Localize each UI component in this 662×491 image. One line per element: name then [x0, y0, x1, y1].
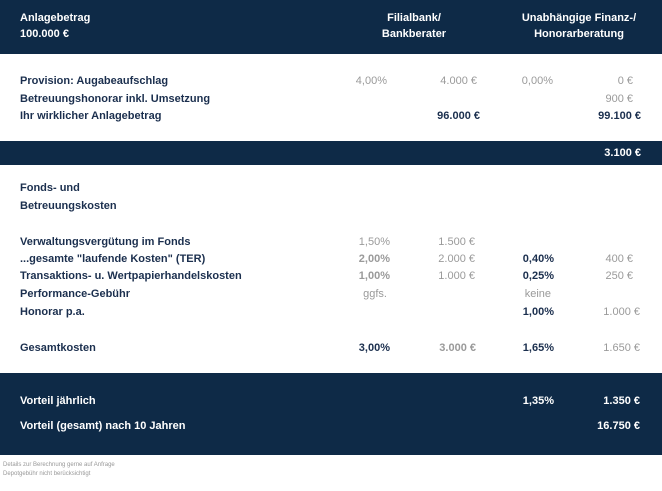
row-label: Performance-Gebühr	[20, 288, 131, 300]
independent-amount: 1.650 €	[603, 342, 640, 354]
bank-amount: 96.000 €	[437, 110, 480, 122]
independent-percent: 1,00%	[522, 306, 554, 318]
row-label: Honorar p.a.	[20, 306, 85, 318]
bank-percent: 1,50%	[358, 236, 390, 248]
total-label: Gesamtkosten	[20, 342, 96, 354]
independent-amount: 250 €	[605, 270, 633, 282]
section2-title: Fonds- und	[20, 182, 80, 194]
independent-percent: keine	[524, 288, 551, 300]
independent-amount: 400 €	[605, 253, 633, 265]
amount-value: 100.000 €	[20, 28, 69, 40]
bank-amount: 4.000 €	[440, 75, 477, 87]
row-label: Transaktions- u. Wertpapierhandelskosten	[20, 270, 242, 282]
amount-label: Anlagebetrag	[20, 12, 91, 24]
independent-amount: 99.100 €	[598, 110, 641, 122]
bank-percent: 3,00%	[358, 342, 390, 354]
yearly-advantage-percent: 1,35%	[522, 395, 554, 407]
independent-percent: 1,65%	[522, 342, 554, 354]
column-header-bank-sub: Bankberater	[381, 28, 447, 40]
independent-percent: 0,25%	[522, 270, 554, 282]
footnote-details: Details zur Berechnung gerne auf Anfrage	[3, 462, 115, 468]
column-header-bank: Filialbank/	[387, 12, 441, 24]
footnote-depot: Depotgebühr nicht berücksichtigt	[3, 471, 91, 477]
independent-amount: 1.000 €	[603, 306, 640, 318]
bank-amount: 3.000 €	[439, 342, 476, 354]
section2-title-sub: Betreuungskosten	[20, 200, 117, 212]
bank-amount: 2.000 €	[438, 253, 475, 265]
total-advantage-label: Vorteil (gesamt) nach 10 Jahren	[20, 420, 186, 432]
independent-amount: 0 €	[617, 75, 633, 87]
row-label: Verwaltungsvergütung im Fonds	[20, 236, 191, 248]
bank-amount: 1.000 €	[438, 270, 475, 282]
difference-value: 3.100 €	[604, 147, 641, 159]
bank-percent: ggfs.	[363, 288, 387, 300]
independent-percent: 0,40%	[522, 253, 554, 265]
column-header-independent: Unabhängige Finanz-/	[521, 12, 637, 24]
bank-percent: 1,00%	[358, 270, 390, 282]
bank-amount: 1.500 €	[438, 236, 475, 248]
independent-percent: 0,00%	[521, 75, 553, 87]
yearly-advantage-label: Vorteil jährlich	[20, 395, 96, 407]
section1-bank-cell	[334, 54, 494, 141]
yearly-advantage-amount: 1.350 €	[603, 395, 640, 407]
summary-band	[0, 373, 662, 455]
independent-amount: 900 €	[605, 93, 633, 105]
row-label: Betreuungshonorar inkl. Umsetzung	[20, 93, 211, 105]
total-advantage-amount: 16.750 €	[597, 420, 640, 432]
bank-percent: 4,00%	[355, 75, 387, 87]
header-band	[0, 0, 662, 54]
row-label: Ihr wirklicher Anlagebetrag	[20, 110, 162, 122]
row-label: Provision: Augabeaufschlag	[20, 75, 169, 87]
bank-percent: 2,00%	[358, 253, 390, 265]
column-header-independent-sub: Honorarberatung	[534, 28, 624, 40]
row-label: ...gesamte "laufende Kosten" (TER)	[20, 253, 206, 265]
